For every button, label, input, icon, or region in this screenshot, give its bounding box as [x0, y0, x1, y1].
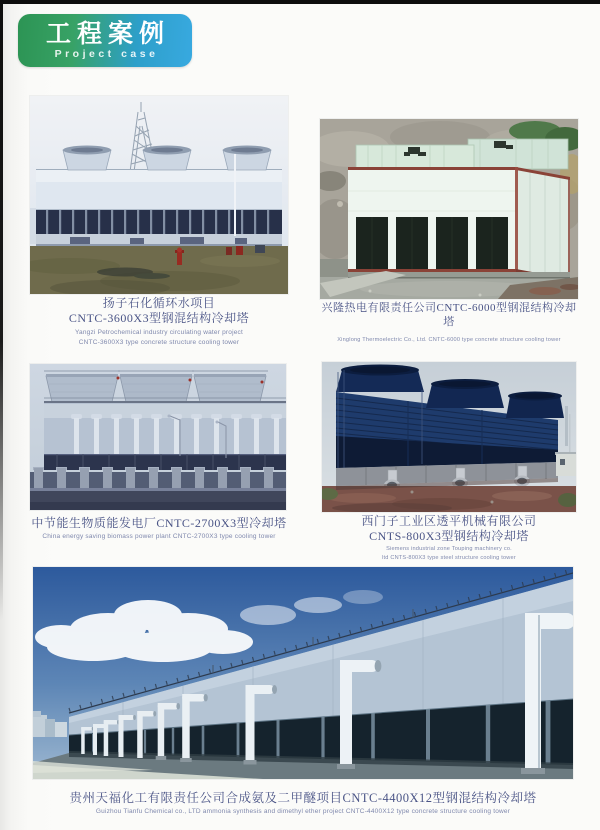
photo-xinglong-illustration — [320, 119, 578, 299]
photo-siemens-project — [322, 362, 576, 512]
photo-guizhou-illustration — [33, 567, 573, 779]
caption-yangzi-en-line2: CNTC-3600X3 type concrete structure cooling tower — [78, 339, 240, 346]
caption-zhongjieneng-en-line1: China energy saving biomass power plant CNTC-2700X3 type cooling tower — [42, 533, 276, 540]
caption-yangzi-en-line1: Yangzi Petrochemical industry circulating water project — [74, 329, 244, 336]
photo-zhongjieneng-project — [30, 364, 286, 510]
section-title-en: Project case — [54, 48, 159, 60]
caption-guizhou-cn-line1: 贵州天福化工有限责任公司合成氨及二甲醚项目CNTC-4400X12型钢混结构冷却塔 — [69, 791, 537, 805]
caption-xinglong-en-line1: Xinglong Thermoelectric Co., Ltd. CNTC-6000 type concrete structure cooling tower — [337, 337, 561, 343]
photo-guizhou-project — [33, 567, 573, 779]
scan-edge-top — [0, 0, 600, 4]
caption-zhongjieneng-cn-line1: 中节能生物质能发电厂CNTC-2700X3型冷却塔 — [31, 516, 287, 530]
caption-xinglong — [320, 301, 578, 345]
caption-siemens-cn-line2: CNTS-800X3型钢结构冷却塔 — [369, 529, 529, 543]
scan-edge-left — [0, 0, 3, 620]
section-title-cn: 工程案例 — [45, 20, 170, 48]
caption-xinglong-cn-line1: 兴隆热电有限责任公司CNTC-6000型钢混结构冷却塔 — [321, 302, 577, 328]
photo-xinglong-project — [320, 119, 578, 299]
caption-siemens-cn-line1: 西门子工业区透平机械有限公司 — [361, 514, 537, 528]
photo-siemens-illustration — [322, 362, 576, 512]
photo-yangzi-illustration — [30, 96, 288, 294]
section-header-badge — [18, 14, 192, 67]
caption-siemens-en-line2: ltd CNTS-800X3 type steel structure cooling tower — [382, 554, 516, 561]
caption-siemens — [320, 514, 578, 562]
caption-siemens-en-line1: Siemens industrial zone Touping machinery co. — [386, 546, 512, 552]
caption-yangzi-cn-line2: CNTC-3600X3型钢混结构冷却塔 — [68, 311, 250, 325]
caption-guizhou — [33, 791, 573, 817]
photo-zhongjieneng-illustration — [30, 364, 286, 510]
caption-guizhou-en-line1: Guizhou Tianfu Chemical co., LTD ammonia synthesis and dimethyl ether project CNTC-4400X12 type concrete structure cooling tower — [95, 808, 511, 815]
caption-yangzi-cn-line1: 扬子石化循环水项目 — [102, 296, 216, 310]
photo-yangzi-project — [30, 96, 288, 294]
caption-zhongjieneng — [30, 516, 288, 542]
caption-yangzi — [30, 296, 288, 348]
